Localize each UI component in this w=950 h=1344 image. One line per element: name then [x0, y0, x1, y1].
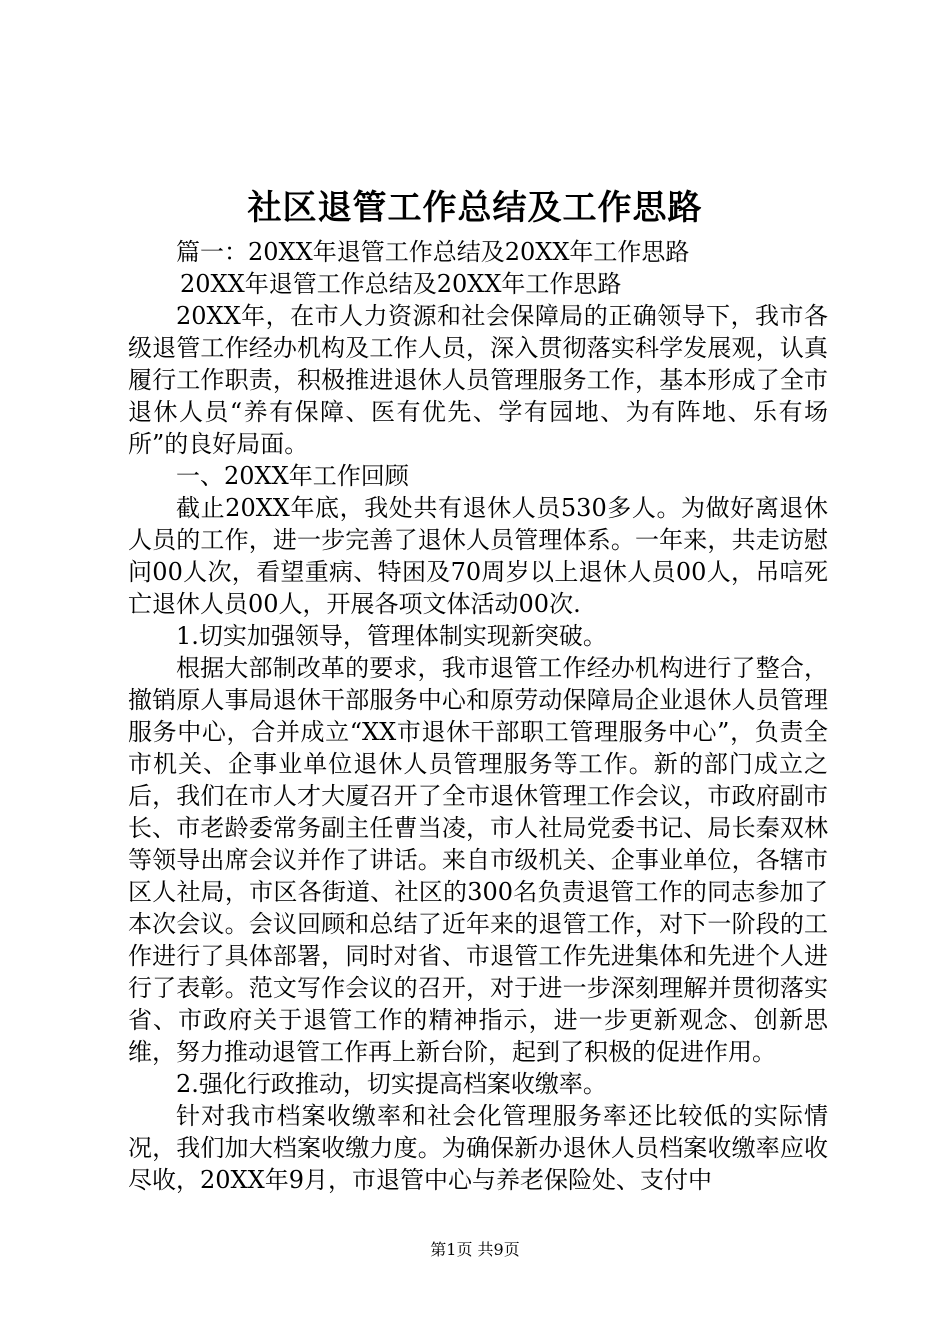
paragraph-reform: 根据大部制改革的要求，我市退管工作经办机构进行了整合，撤销原人事局退休干部服务中心和原劳动保障局企业退休人员管理服务中心，合并成立“XX市退休干部职工管理服务中心”，负责全市机关、企事业单位退休人员管理服务等工作。新的部门成立之后，我们在市人才大厦召开了全市退休管理工作会议，市政府副市长、市老龄委常务副主任曹当凌，市人社局党委书记、局长秦双林等领导出席会议并作了讲话。来自市级机关、企事业单位，各辖市区人社局，市区各街道、社区的300名负责退管工作的同志参加了本次会议。会议回顾和总结了近年来的退管工作，对下一阶段的工作进行了具体部署，同时对省、市退管工作先进集体和先进个人进行了表彰。范文写作会议的召开，对于进一步深刻理解并贯彻落实省、市政府关于退管工作的精神指示，进一步更新观念、创新思维，努力推动退管工作再上新台阶，起到了积极的促进作用。 — [128, 654, 828, 1066]
paragraph-point-two: 2.强化行政推动，切实提高档案收缴率。 — [176, 1070, 607, 1098]
paragraph-section-review: 一、20XX年工作回顾 — [176, 462, 409, 490]
page-footer: 第1页 共9页 — [430, 1240, 520, 1259]
document-title: 社区退管工作总结及工作思路 — [247, 188, 703, 228]
paragraph-intro: 20XX年，在市人力资源和社会保障局的正确领导下，我市各级退管工作经办机构及工作人员，深入贯彻落实科学发展观，认真履行工作职责，积极推进退休人员管理服务工作，基本形成了全市退休人员“养有保障、医有优先、学有园地、为有阵地、乐有场所”的良好局面。 — [128, 302, 828, 458]
paragraph-point-one: 1.切实加强领导，管理体制实现新突破。 — [176, 622, 607, 650]
paragraph-retiree-stats: 截止20XX年底，我处共有退休人员530多人。为做好离退休人员的工作，进一步完善了退休人员管理体系。一年来，共走访慰问00人次，看望重病、特困及70周岁以上退休人员00人，吊唁死亡退休人员00人，开展各项文体活动00次. — [128, 494, 828, 618]
paragraph-heading-part-one: 篇一：20XX年退管工作总结及20XX年工作思路 — [176, 238, 690, 266]
document-body — [128, 236, 828, 1196]
paragraph-subtitle: 20XX年退管工作总结及20XX年工作思路 — [180, 270, 622, 298]
paragraph-archive: 针对我市档案收缴率和社会化管理服务率还比较低的实际情况，我们加大档案收缴力度。为确保新办退休人员档案收缴率应收尽收，20XX年9月，市退管中心与养老保险处、支付中 — [128, 1102, 828, 1194]
